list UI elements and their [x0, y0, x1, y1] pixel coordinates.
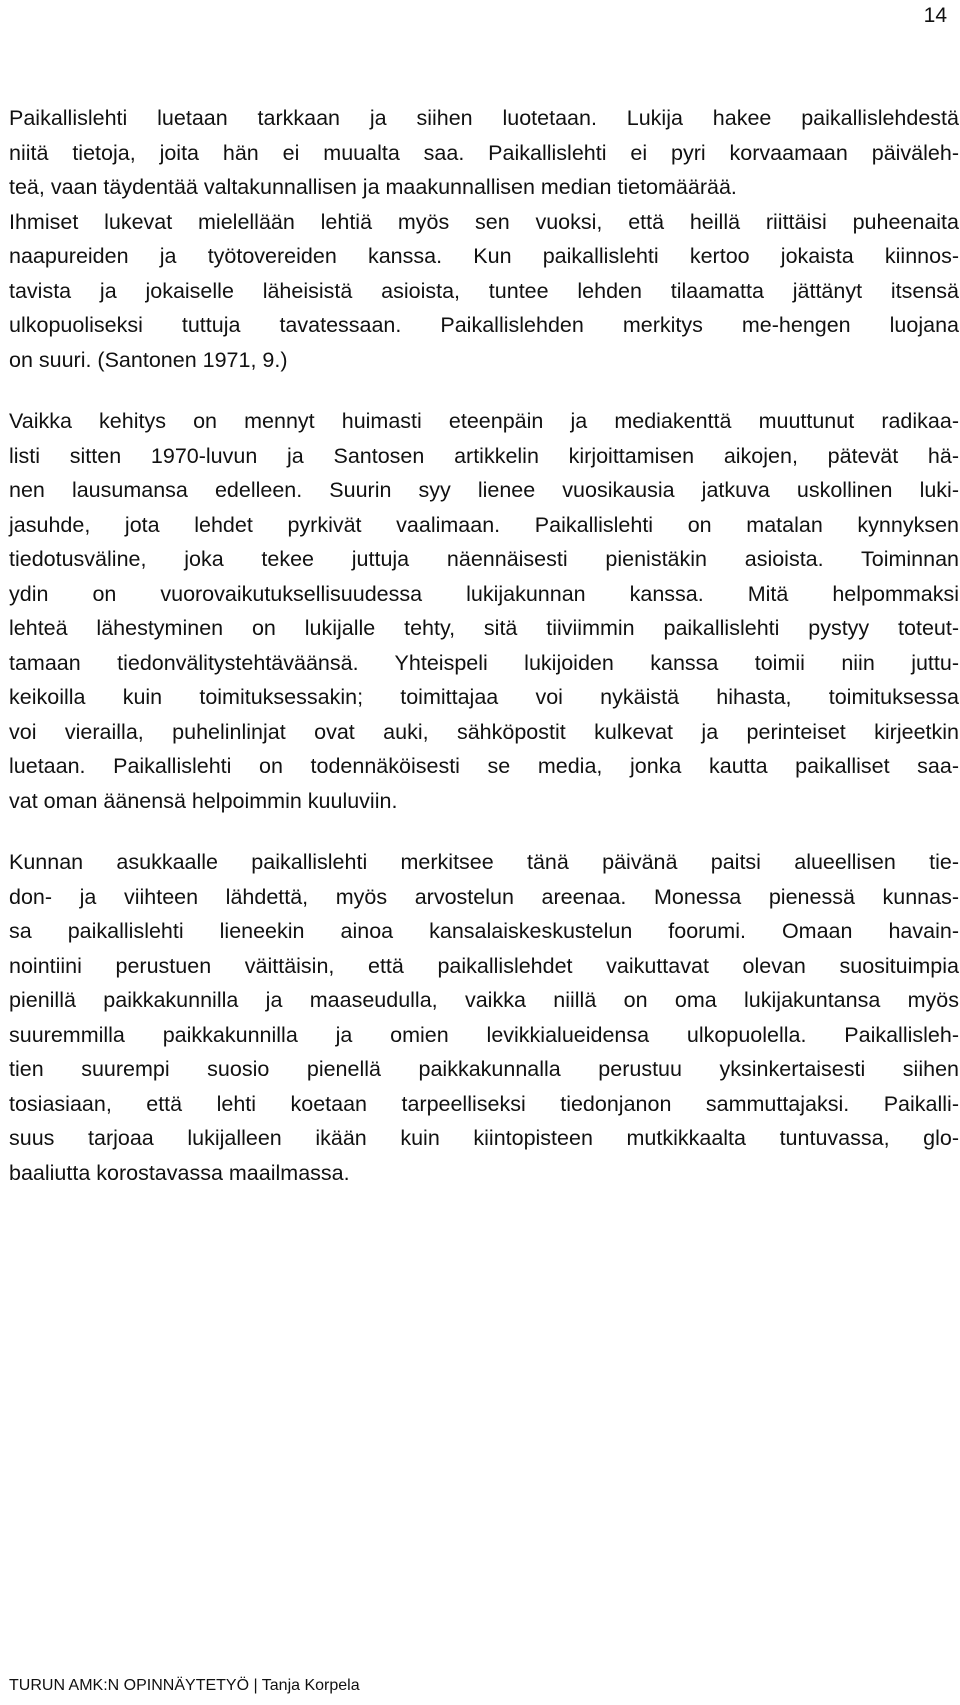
text-line: tiedotusväline, joka tekee juttuja näennäisesti pienistäkin asioista. Toiminnan — [9, 547, 959, 571]
text-line: don- ja viihteen lähdettä, myös arvostelun areenaa. Monessa pienessä kunnas- — [9, 884, 959, 909]
text-line: Kunnan asukkaalle paikallislehti merkitsee tänä päivänä paitsi alueellisen tie- — [9, 850, 959, 874]
text-line: tamaan tiedonvälitystehtäväänsä. Yhteispeli lukijoiden kanssa toimii niin juttu- — [9, 650, 959, 675]
paragraph-2 — [9, 404, 959, 818]
text-line: lehteä lähestyminen on lukijalle tehty, sitä tiiviimmin paikallislehti pystyy toteut- — [9, 616, 959, 640]
text-line: tavista ja jokaiselle läheisistä asioista, tuntee lehden tilaamatta jättänyt itsensä — [9, 278, 959, 303]
text-line: Paikallislehti luetaan tarkkaan ja siihen luotetaan. Lukija hakee paikallislehdestä — [9, 106, 959, 130]
text-line: tien suurempi suosio pienellä paikkakunnalla perustuu yksinkertaisesti siihen — [9, 1057, 959, 1081]
page-number: 14 — [923, 4, 947, 27]
text-line: nen lausumansa edelleen. Suurin syy lienee vuosikausia jatkuva uskollinen luki- — [9, 478, 959, 502]
text-line: teä, vaan täydentää valtakunnallisen ja maakunnallisen median tietomäärää. — [9, 175, 737, 199]
text-line: ydin on vuorovaikutuksellisuudessa lukijakunnan kanssa. Mitä helpommaksi — [9, 581, 959, 606]
text-line: jasuhde, jota lehdet pyrkivät vaalimaan. Paikallislehti on matalan kynnyksen — [9, 512, 959, 537]
document-body — [9, 101, 959, 1190]
paragraph-3 — [9, 845, 959, 1190]
text-line: suus tarjoaa lukijalleen ikään kuin kiintopisteen mutkikkaalta tuntuvassa, glo- — [9, 1126, 959, 1150]
text-line: tosiasiaan, että lehti koetaan tarpeelliseksi tiedonjanon sammuttajaksi. Paikalli- — [9, 1091, 959, 1116]
text-line: pienillä paikkakunnilla ja maaseudulla, vaikka niillä on oma lukijakuntansa myös — [9, 988, 959, 1012]
text-line: nointiini perustuen väittäisin, että paikallislehdet vaikuttavat olevan suosituimpia — [9, 953, 959, 978]
text-line: keikoilla kuin toimituksessakin; toimittajaa voi nykäistä hihasta, toimituksessa — [9, 685, 959, 709]
paragraph-1 — [9, 101, 959, 377]
text-line: baaliutta korostavassa maailmassa. — [9, 1160, 350, 1185]
text-line: Ihmiset lukevat mielellään lehtiä myös sen vuoksi, että heillä riittäisi puheenaita — [9, 209, 959, 234]
text-line: voi vierailla, puhelinlinjat ovat auki, sähköpostit kulkevat ja perinteiset kirjeetkin — [9, 719, 959, 744]
text-line: listi sitten 1970-luvun ja Santosen artikkelin kirjoittamisen aikojen, pätevät hä- — [9, 443, 959, 468]
text-line: ulkopuoliseksi tuttuja tavatessaan. Paikallislehden merkitys me-hengen luojana — [9, 313, 959, 337]
text-line: vat oman äänensä helpoimmin kuuluviin. — [9, 788, 398, 813]
text-line: suuremmilla paikkakunnilla ja omien levikkialueidensa ulkopuolella. Paikallisleh- — [9, 1022, 959, 1047]
text-line: sa paikallislehti lieneekin ainoa kansalaiskeskustelun foorumi. Omaan havain- — [9, 919, 959, 943]
text-line: naapureiden ja työtovereiden kanssa. Kun paikallislehti kertoo jokaista kiinnos- — [9, 244, 959, 268]
text-line: niitä tietoja, joita hän ei muualta saa. Paikallislehti ei pyri korvaamaan päiväleh- — [9, 140, 959, 165]
text-line: Vaikka kehitys on mennyt huimasti eteenpäin ja mediakenttä muuttunut radikaa- — [9, 409, 959, 433]
text-line: on suuri. (Santonen 1971, 9.) — [9, 347, 288, 372]
text-line: luetaan. Paikallislehti on todennäköisesti se media, jonka kautta paikalliset saa- — [9, 754, 959, 778]
footer-text: TURUN AMK:N OPINNÄYTETYÖ | Tanja Korpela — [9, 1677, 360, 1694]
